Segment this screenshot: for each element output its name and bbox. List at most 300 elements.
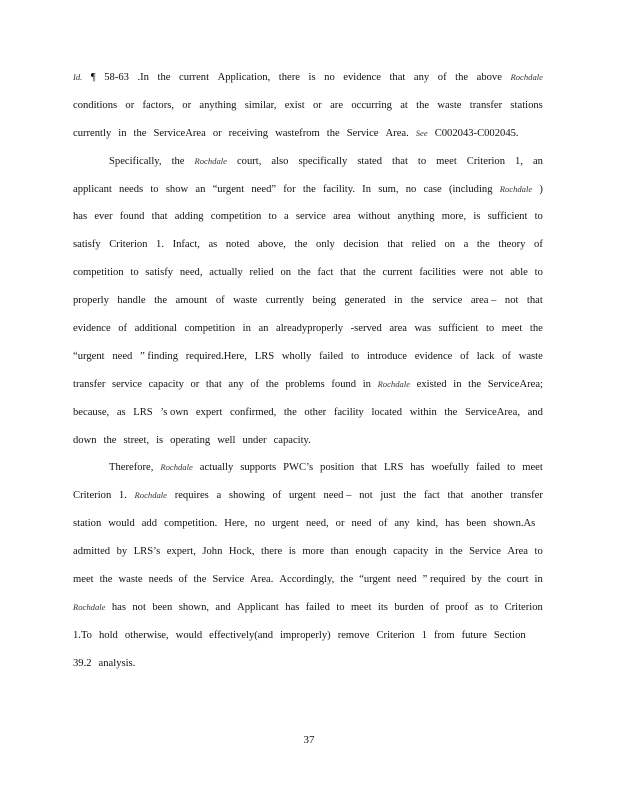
word: existed	[416, 378, 447, 390]
word: an	[258, 323, 269, 335]
word: the	[468, 378, 482, 390]
word: a	[216, 490, 222, 502]
word: transfer	[510, 490, 543, 502]
word: alreadyproperly	[276, 323, 344, 335]
word: Service	[469, 546, 501, 558]
word: ” required	[422, 574, 466, 586]
word: Hock,	[228, 546, 255, 558]
word: sum,	[378, 183, 399, 195]
italic-citation: Rochdale	[134, 490, 168, 501]
word: transfer	[469, 99, 503, 111]
word: been	[152, 601, 173, 613]
word: wholly	[281, 350, 312, 362]
word: only	[316, 239, 335, 251]
text-line	[73, 176, 543, 204]
word: LRS	[383, 462, 404, 474]
word: that	[526, 295, 543, 307]
word: of	[437, 72, 447, 83]
word: of	[460, 350, 469, 362]
word: position	[320, 462, 355, 474]
word: currently	[265, 295, 304, 307]
word: has	[445, 518, 460, 530]
word: need,	[179, 267, 203, 279]
word: to	[130, 267, 139, 279]
word: LRS’s	[133, 546, 161, 558]
word: in	[534, 574, 543, 586]
word: meet	[73, 574, 94, 586]
word: street,	[123, 434, 150, 446]
word: need	[396, 574, 417, 586]
word: ServiceArea	[153, 127, 206, 139]
word: or	[313, 99, 322, 111]
word: were	[462, 267, 484, 279]
word: Criterion	[73, 490, 112, 502]
word: above	[476, 72, 502, 83]
word: not	[132, 601, 146, 613]
word: ” finding	[140, 350, 179, 362]
word: competition.	[164, 518, 218, 530]
word: no	[254, 518, 266, 530]
word: receiving	[228, 127, 269, 139]
word: that	[389, 72, 406, 83]
word: stations	[510, 99, 543, 111]
word: need	[112, 350, 133, 362]
word: of	[502, 350, 511, 362]
word: not	[504, 295, 519, 307]
word: add	[141, 518, 158, 530]
word: in	[394, 295, 403, 307]
word: ServiceArea;	[487, 378, 543, 390]
word: improperly)	[280, 629, 331, 641]
text-line	[73, 315, 543, 343]
word: needs	[119, 183, 144, 195]
word: to	[507, 462, 516, 474]
word: “urgent	[359, 574, 391, 586]
word: handle	[117, 295, 146, 307]
word: showing	[228, 490, 265, 502]
word: within	[409, 406, 437, 418]
word: has	[410, 462, 425, 474]
word: failed	[319, 350, 344, 362]
word: the	[133, 127, 147, 139]
text-line	[73, 594, 543, 622]
word: of	[215, 295, 225, 307]
word: shown.As	[493, 518, 536, 530]
word: been	[466, 518, 487, 530]
word: an	[195, 183, 206, 195]
word: similar,	[244, 99, 277, 111]
word: the	[283, 406, 297, 418]
word: by	[471, 574, 482, 586]
word: was	[414, 323, 432, 335]
word: is	[288, 546, 296, 558]
word: another	[471, 490, 503, 502]
word: meet	[522, 462, 543, 474]
word: facility	[333, 406, 364, 418]
word: need”	[251, 183, 277, 195]
word: Criterion	[376, 629, 415, 641]
word: without	[357, 211, 391, 223]
word: and	[527, 406, 543, 418]
word: problems	[285, 378, 325, 390]
word: waste	[437, 99, 462, 111]
text-line	[73, 427, 543, 455]
word: able	[510, 267, 528, 279]
word: Application,	[217, 72, 271, 83]
word: or	[125, 99, 135, 111]
word: operating	[170, 434, 211, 446]
word: capacity	[148, 378, 184, 390]
word: down	[73, 434, 97, 446]
word: competition	[184, 323, 236, 335]
word: stated	[357, 155, 383, 167]
word: other	[304, 406, 327, 418]
word: of	[378, 518, 388, 530]
word: to	[417, 155, 427, 167]
word: of	[118, 323, 128, 335]
italic-citation: Rochdale	[194, 155, 227, 166]
word: service	[295, 211, 326, 223]
word: that	[392, 155, 408, 167]
italic-citation: See	[415, 127, 428, 138]
text-line	[73, 64, 543, 92]
word: meet	[501, 323, 523, 335]
text-line	[73, 259, 543, 287]
word: Service	[212, 574, 245, 586]
word: at	[400, 99, 408, 111]
word: the	[362, 267, 376, 279]
text-line	[73, 287, 543, 315]
word: there	[278, 72, 300, 83]
word: LRS	[254, 350, 275, 362]
word: as	[208, 239, 218, 251]
word: the	[410, 295, 424, 307]
word: to	[350, 350, 360, 362]
text-line	[73, 510, 543, 538]
word: anything	[199, 99, 237, 111]
word: any	[228, 378, 244, 390]
word: that	[361, 462, 377, 474]
word: specifically	[298, 155, 348, 167]
word: found	[331, 378, 357, 390]
word: ¶	[90, 72, 96, 83]
word: show	[165, 183, 189, 195]
word: waste	[118, 574, 143, 586]
word: more,	[441, 211, 467, 223]
word: C002043-C002045.	[434, 127, 519, 139]
word: urgent	[272, 518, 299, 530]
word: by	[116, 546, 128, 558]
text-line	[73, 454, 543, 482]
word: evidence	[343, 72, 381, 83]
italic-citation: Rochdale	[377, 378, 411, 389]
word: expert	[195, 406, 223, 418]
word: 1,	[515, 155, 523, 167]
word: evidence	[73, 323, 111, 335]
word: 1.To	[73, 629, 92, 641]
word: area	[333, 211, 351, 223]
word: to	[534, 267, 543, 279]
word: the	[529, 323, 543, 335]
word: has	[111, 601, 126, 613]
word: applicant	[73, 183, 112, 195]
text-line	[73, 120, 543, 148]
word: to	[336, 601, 345, 613]
word: 39.2	[73, 657, 92, 669]
word: are	[330, 99, 344, 111]
word: court,	[236, 155, 262, 167]
word: generated	[344, 295, 386, 307]
word: In	[362, 183, 371, 195]
word: there	[261, 546, 283, 558]
text-line	[73, 92, 543, 120]
word: shown,	[178, 601, 210, 613]
word: the	[103, 434, 117, 446]
word: evidence	[414, 350, 453, 362]
word: the	[487, 574, 501, 586]
italic-citation: Rochdale	[499, 183, 533, 194]
word: from	[434, 629, 455, 641]
text-line	[73, 148, 543, 176]
word: service	[432, 295, 463, 307]
text-line	[73, 566, 543, 594]
word: 1.	[156, 239, 164, 251]
word: the	[157, 72, 171, 83]
word: the	[403, 490, 417, 502]
text-line	[73, 622, 543, 650]
word: found	[119, 211, 145, 223]
word: not	[489, 267, 504, 279]
body-text	[73, 64, 543, 678]
word: as	[474, 601, 484, 613]
word: the	[444, 406, 458, 418]
text-line	[73, 650, 543, 678]
word: wastefrom	[275, 127, 320, 139]
word: 58-63	[104, 72, 129, 83]
word: is	[156, 434, 164, 446]
word: or	[182, 99, 192, 111]
word: the	[294, 239, 308, 251]
italic-citation: Rochdale	[160, 462, 193, 473]
word: ServiceArea,	[464, 406, 520, 418]
word: is	[473, 211, 481, 223]
word: above,	[257, 239, 286, 251]
text-line	[73, 538, 543, 566]
word: need	[351, 518, 372, 530]
word: transfer	[73, 378, 106, 390]
word: that	[387, 239, 404, 251]
word: to	[485, 323, 495, 335]
word: of	[272, 490, 282, 502]
word: relied	[411, 239, 436, 251]
word: Applicant	[237, 601, 279, 613]
word: future	[461, 629, 487, 641]
word: to	[534, 546, 543, 558]
word: need,	[306, 518, 329, 530]
word: in	[118, 127, 127, 139]
word: fact	[317, 267, 334, 279]
word: adding	[174, 211, 204, 223]
word: that	[447, 490, 464, 502]
word: supports	[240, 462, 277, 474]
word: hold	[98, 629, 118, 641]
word: Area.	[385, 127, 409, 139]
word: in	[453, 378, 462, 390]
word: is	[308, 72, 316, 83]
word: anything	[397, 211, 435, 223]
word: that	[340, 267, 357, 279]
word: current	[382, 267, 413, 279]
word: Therefore,	[109, 462, 154, 474]
word: than	[330, 546, 349, 558]
word: case	[423, 183, 442, 195]
word: sufficient	[487, 211, 528, 223]
word: Specifically,	[109, 155, 162, 167]
word: as	[116, 406, 126, 418]
word: actually	[209, 267, 243, 279]
word: court	[506, 574, 529, 586]
word: the	[449, 546, 463, 558]
word: fact	[423, 490, 440, 502]
word: or	[335, 518, 345, 530]
word: occurring	[351, 99, 392, 111]
word: “urgent	[212, 183, 245, 195]
word: LRS	[133, 406, 153, 418]
text-line	[73, 231, 543, 259]
word: the	[455, 72, 469, 83]
word: PWC’s	[283, 462, 314, 474]
word: also	[271, 155, 289, 167]
word: on	[280, 267, 292, 279]
word: the	[326, 127, 340, 139]
word: a	[283, 211, 289, 223]
word: meet	[436, 155, 457, 167]
word: requires	[174, 490, 209, 502]
word: facilities	[419, 267, 456, 279]
word: ever	[94, 211, 113, 223]
word: -served	[350, 323, 382, 335]
italic-citation: Rochdale	[510, 72, 543, 82]
word: the	[476, 239, 490, 251]
word: under	[242, 434, 267, 446]
word: being	[312, 295, 337, 307]
word: introduce	[366, 350, 407, 362]
word: Section	[493, 629, 526, 641]
word: located	[371, 406, 403, 418]
word: the	[99, 574, 113, 586]
word: the	[302, 183, 316, 195]
word: in	[362, 378, 371, 390]
text-line	[73, 203, 543, 231]
word: to	[534, 211, 543, 223]
word: failed	[305, 601, 330, 613]
word: of	[178, 574, 188, 586]
word: or	[190, 378, 200, 390]
word: has	[73, 211, 88, 223]
word: conditions	[73, 99, 118, 111]
italic-citation: Rochdale	[73, 601, 106, 612]
word: and	[215, 601, 231, 613]
word: additional	[134, 323, 177, 335]
word: urgent	[288, 490, 316, 502]
word: John	[202, 546, 223, 558]
word: to	[150, 183, 159, 195]
word: current	[179, 72, 210, 83]
word: enough	[355, 546, 387, 558]
word: ’s own	[160, 406, 189, 418]
word: the	[265, 378, 279, 390]
word: on	[444, 239, 456, 251]
word: required.Here,	[185, 350, 247, 362]
word: in	[434, 546, 444, 558]
word: the	[171, 155, 185, 167]
word: theory	[498, 239, 526, 251]
word: effectively(and	[209, 629, 274, 641]
word: Area	[507, 546, 529, 558]
text-line	[73, 371, 543, 399]
word: of	[534, 239, 543, 251]
word: remove	[337, 629, 370, 641]
text-line	[73, 343, 543, 371]
word: not	[359, 490, 373, 502]
word: competition	[210, 211, 262, 223]
word: Accordingly,	[279, 574, 335, 586]
word: well	[217, 434, 236, 446]
word: waste	[518, 350, 543, 362]
word: area –	[470, 295, 497, 307]
word: need –	[323, 490, 352, 502]
word: the	[297, 267, 311, 279]
word: Infact,	[172, 239, 200, 251]
word: capacity.	[273, 434, 311, 446]
word: of	[430, 601, 439, 613]
word: that	[151, 211, 168, 223]
word: .In	[137, 72, 149, 83]
word: lack	[476, 350, 495, 362]
word: sufficient	[438, 323, 479, 335]
word: would	[175, 629, 203, 641]
word: that	[205, 378, 222, 390]
word: amount	[175, 295, 208, 307]
word: factors,	[142, 99, 175, 111]
word: competition	[73, 267, 124, 279]
italic-citation: Id.	[73, 72, 83, 82]
word: for	[283, 183, 296, 195]
word: has	[285, 601, 300, 613]
word: the	[154, 295, 168, 307]
word: satisfy	[73, 239, 101, 251]
text-line	[73, 399, 543, 427]
word: capacity	[393, 546, 429, 558]
word: decision	[343, 239, 379, 251]
word: meet	[350, 601, 372, 613]
word: its	[377, 601, 388, 613]
word: expert,	[166, 546, 196, 558]
word: (including	[448, 183, 493, 195]
word: any	[413, 72, 430, 83]
word: Service	[346, 127, 379, 139]
word: currently	[73, 127, 112, 139]
word: Area.	[250, 574, 274, 586]
word: “urgent	[73, 350, 105, 362]
word: the	[416, 99, 430, 111]
word: exist	[284, 99, 305, 111]
text-line	[73, 482, 543, 510]
word: Here,	[224, 518, 248, 530]
word: Criterion	[109, 239, 148, 251]
word: station	[73, 518, 102, 530]
word: )	[539, 183, 543, 195]
